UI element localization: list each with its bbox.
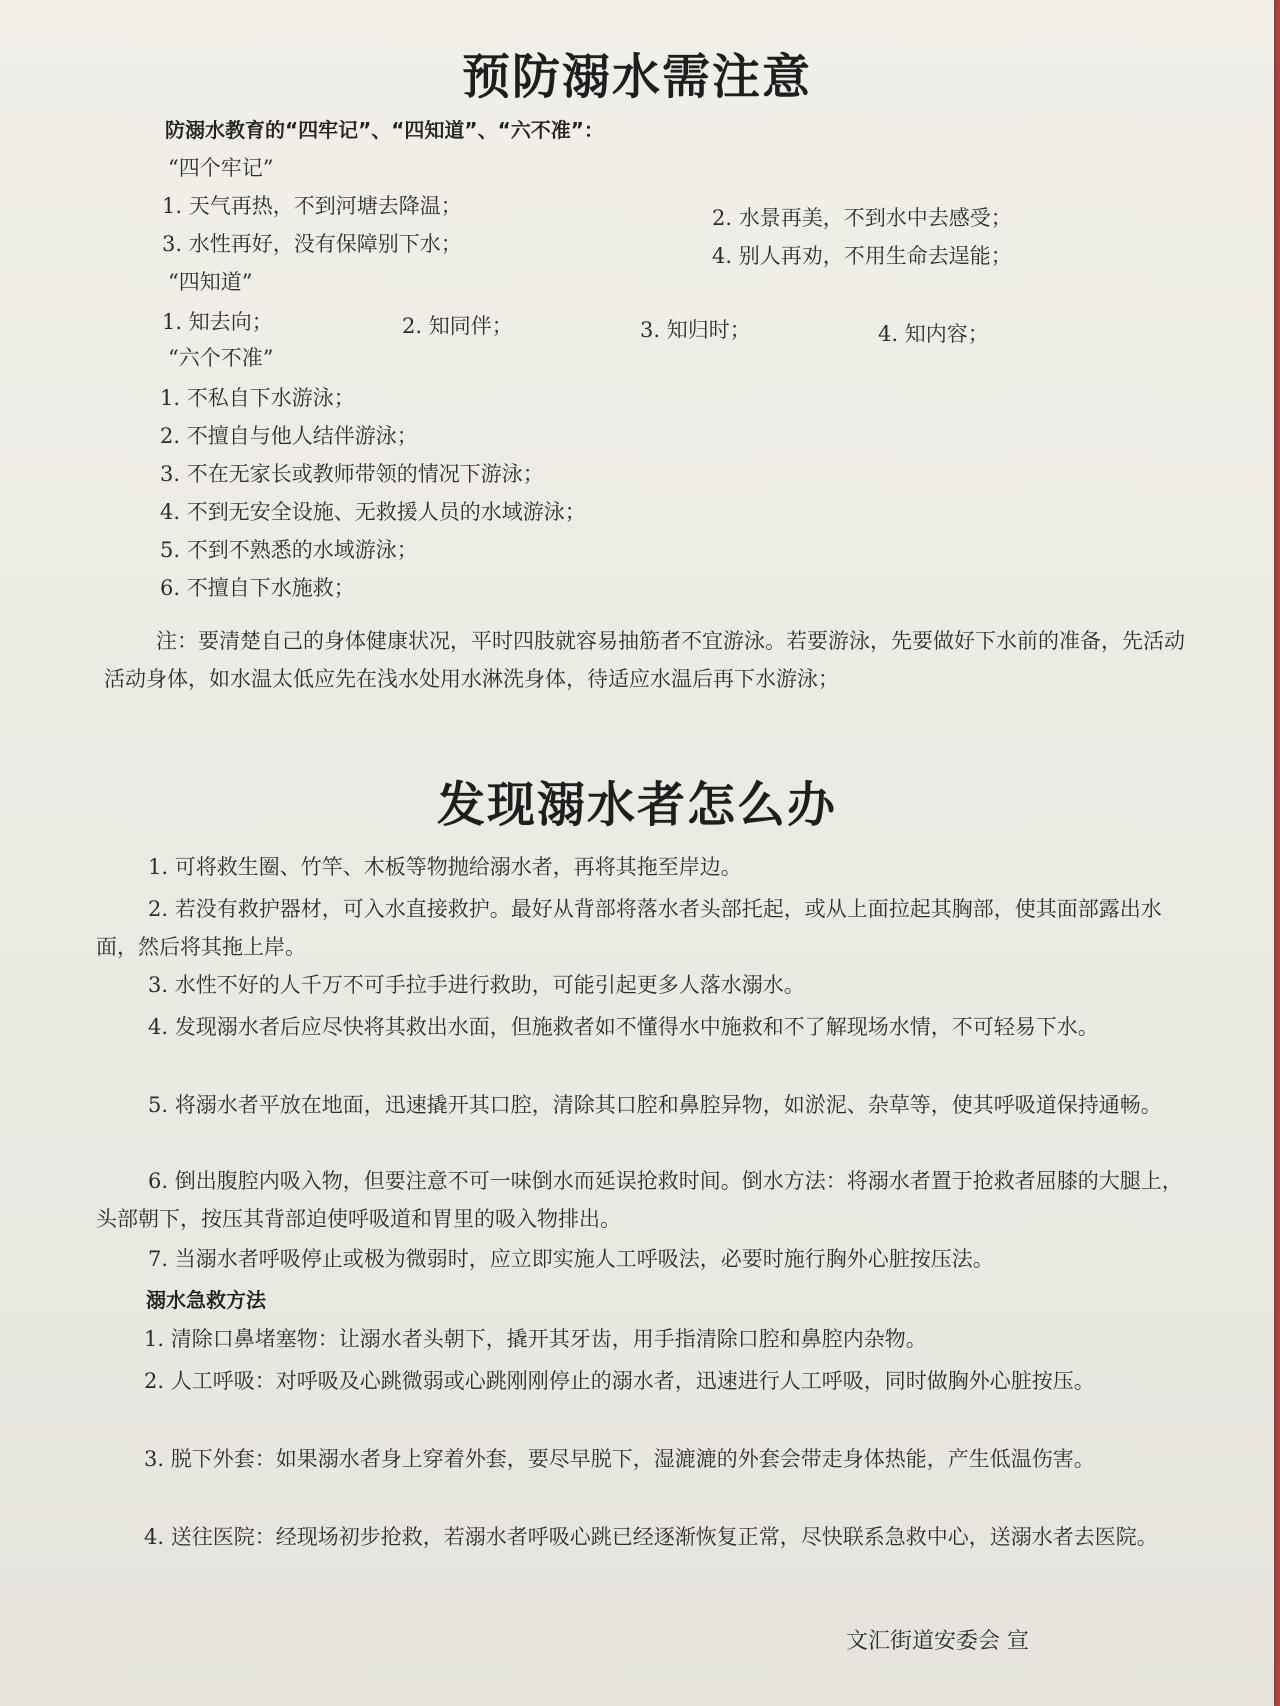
four-remember-item: 2. 水景再美，不到水中去感受； — [712, 206, 1012, 230]
four-know-item: 2. 知同伴； — [402, 314, 513, 338]
four-remember-item: 1. 天气再热，不到河塘去降温； — [162, 194, 462, 218]
section2-title: 发现溺水者怎么办 — [436, 777, 837, 833]
four-know-item: 4. 知内容； — [878, 322, 989, 346]
rescue-item: 2. 若没有救护器材，可入水直接救护。最好从背部将落水者头部托起，或从上面拉起其胸部，使其面部露出水面，然后将其拖上岸。 — [96, 897, 1162, 959]
four-know-item: 1. 知去向； — [162, 310, 273, 334]
six-not-item: 6. 不擅自下水施救； — [160, 576, 355, 600]
six-not-item: 2. 不擅自与他人结伴游泳； — [160, 424, 418, 448]
firstaid-item: 4. 送往医院：经现场初步抢救，若溺水者呼吸心跳已经逐渐恢复正常，尽快联系急救中心，送溺水者去医院。 — [144, 1525, 1158, 1549]
intro-line: 防溺水教育的“四牢记”、“四知道”、“六不准”： — [165, 118, 604, 142]
four-know-item: 3. 知归时； — [640, 318, 751, 342]
signature: 文汇街道安委会 宣 — [846, 1629, 1029, 1654]
six-not-item: 5. 不到不熟悉的水域游泳； — [160, 538, 418, 562]
four-know-heading: “四知道” — [168, 270, 253, 294]
rescue-item: 5. 将溺水者平放在地面，迅速撬开其口腔，清除其口腔和鼻腔异物，如淤泥、杂草等，使其呼吸道保持通畅。 — [148, 1093, 1162, 1117]
rescue-item: 3. 水性不好的人千万不可手拉手进行救助，可能引起更多人落水溺水。 — [148, 973, 805, 997]
rescue-item: 4. 发现溺水者后应尽快将其救出水面，但施救者如不懂得水中施救和不了解现场水情，不可轻易下水。 — [148, 1015, 1099, 1039]
firstaid-item: 2. 人工呼吸：对呼吸及心跳微弱或心跳刚刚停止的溺水者，迅速进行人工呼吸，同时做胸外心脏按压。 — [144, 1369, 1095, 1393]
firstaid-item: 3. 脱下外套：如果溺水者身上穿着外套，要尽早脱下，湿漉漉的外套会带走身体热能，产生低温伤害。 — [144, 1447, 1095, 1471]
note-paragraph: 注：要清楚自己的身体健康状况，平时四肢就容易抽筋者不宜游泳。若要游泳，先要做好下水前的准备，先活动活动身体，如水温太低应先在浅水处用水淋洗身体，待适应水温后再下水游泳； — [104, 629, 1185, 691]
four-remember-item: 3. 水性再好，没有保障别下水； — [162, 232, 462, 256]
six-not-item: 3. 不在无家长或教师带领的情况下游泳； — [160, 462, 544, 486]
rescue-item: 6. 倒出腹腔内吸入物，但要注意不可一味倒水而延误抢救时间。倒水方法：将溺水者置于抢救者屈膝的大腿上，头部朝下，按压其背部迫使呼吸道和胃里的吸入物排出。 — [96, 1169, 1183, 1231]
firstaid-item: 1. 清除口鼻堵塞物：让溺水者头朝下，撬开其牙齿，用手指清除口腔和鼻腔内杂物。 — [144, 1327, 927, 1351]
four-remember-heading: “四个牢记” — [168, 156, 274, 180]
rescue-item: 7. 当溺水者呼吸停止或极为微弱时，应立即实施人工呼吸法，必要时施行胸外心脏按压法。 — [148, 1247, 994, 1271]
section1-title: 预防溺水需注意 — [461, 49, 812, 105]
six-not-item: 4. 不到无安全设施、无救援人员的水域游泳； — [160, 500, 586, 524]
six-not-heading: “六个不准” — [168, 346, 274, 370]
six-not-item: 1. 不私自下水游泳； — [160, 386, 355, 410]
four-remember-item: 4. 别人再劝，不用生命去逞能； — [712, 244, 1012, 268]
rescue-item: 1. 可将救生圈、竹竿、木板等物抛给溺水者，再将其拖至岸边。 — [148, 855, 742, 879]
firstaid-heading: 溺水急救方法 — [146, 1288, 266, 1312]
